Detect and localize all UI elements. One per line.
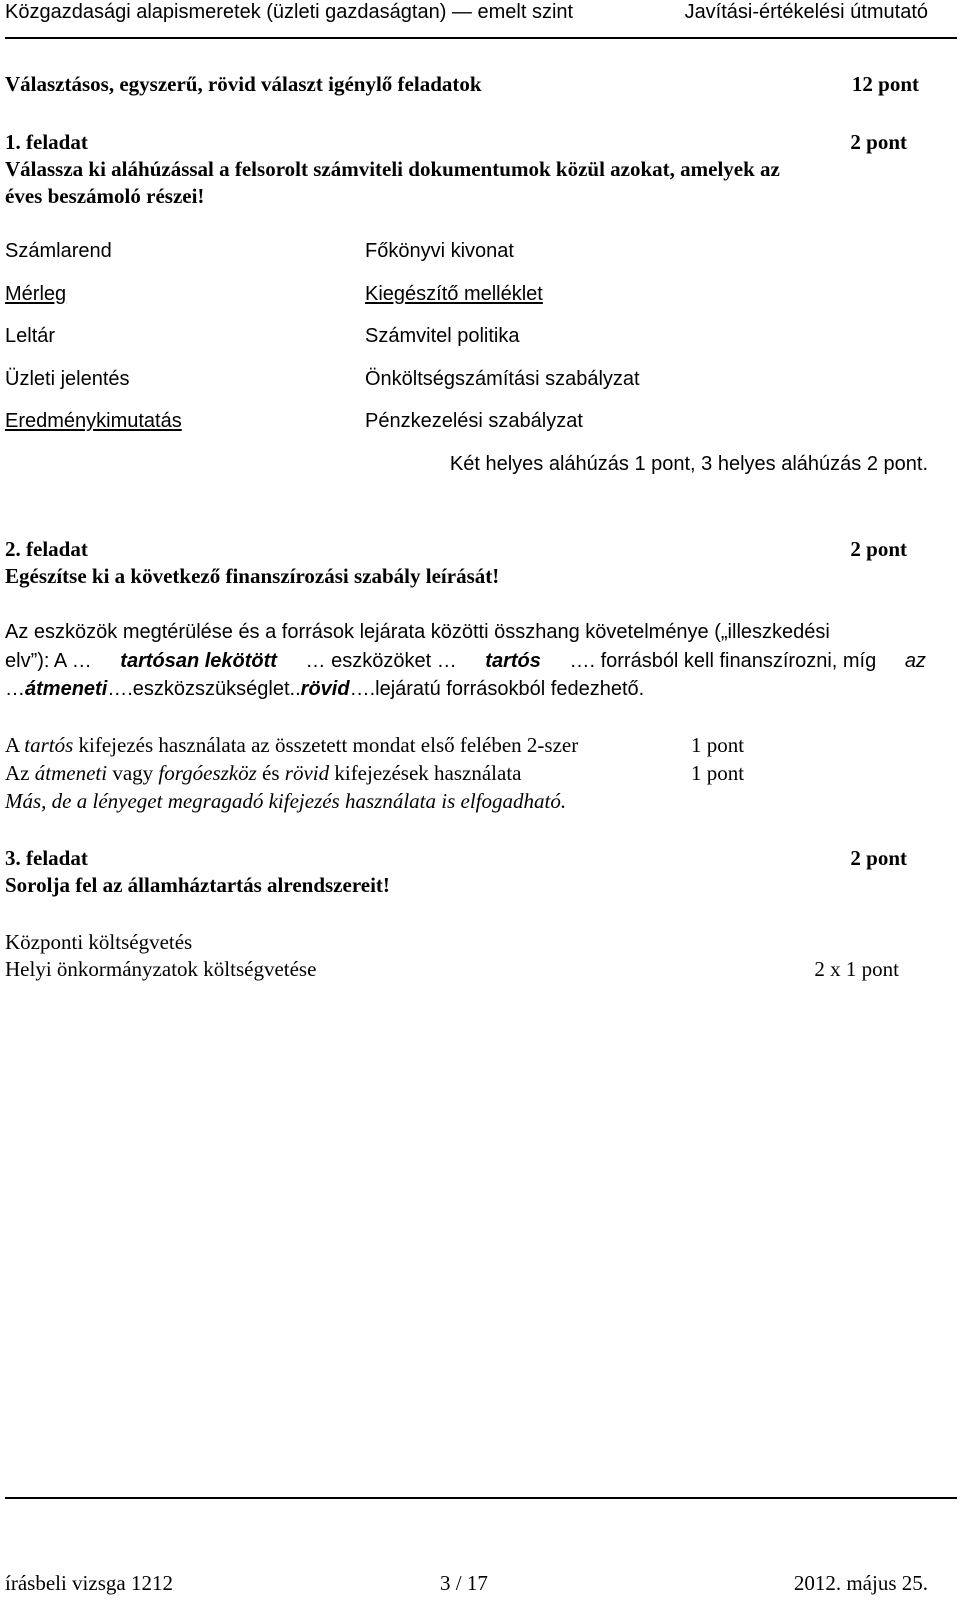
task2-score-line2 [5, 761, 522, 786]
text-run: ….lejáratú forrásokból fedezhető. [349, 678, 645, 700]
header-subtitle: Javítási-értékelési útmutató [684, 1, 928, 23]
text-run: … eszközöket … [305, 650, 457, 672]
text-run-italic: az [904, 650, 926, 672]
footer-rule [5, 1497, 957, 1499]
list-item: Főkönyvi kivonat [365, 240, 514, 262]
task2-number: 2. feladat [5, 537, 88, 561]
answer-keyword: tartósan lekötött [120, 650, 277, 672]
task3-number: 3. feladat [5, 846, 88, 870]
text-run-italic: átmeneti [34, 761, 108, 785]
task2-note: Más, de a lényeget megragadó kifejezés használata is elfogadható. [5, 789, 567, 813]
task2-score-line1 [5, 733, 578, 758]
header-title: Közgazdasági alapismeretek (üzleti gazdaságtan) — emelt szint [5, 1, 574, 23]
text-run: ….eszközszükséglet.. [107, 678, 301, 700]
text-run: kifejezés használata az összetett mondat első felében 2-szer [73, 733, 579, 757]
text-run-italic: tartós [24, 733, 74, 757]
list-item-underlined: Eredménykimutatás [5, 410, 182, 432]
footer-exam-id: írásbeli vizsga 1212 [5, 1571, 173, 1595]
header-rule [5, 37, 957, 39]
text-run: elv”): A … [5, 650, 92, 672]
task2-paragraph-line3 [5, 678, 644, 701]
text-run: kifejezések használata [329, 761, 522, 785]
answer-keyword: rövid [300, 678, 350, 700]
list-item: Önköltségszámítási szabályzat [365, 368, 640, 390]
list-item: Számlarend [5, 240, 112, 262]
task1-points: 2 pont [850, 130, 907, 154]
text-run-italic: forgóeszköz [158, 761, 257, 785]
task1-question-line1: Válassza ki aláhúzással a felsorolt számviteli dokumentumok közül azokat, amelyek az [5, 157, 780, 181]
text-run-italic: rövid [284, 761, 330, 785]
section-points: 12 pont [851, 72, 919, 96]
task1-scoring: Két helyes aláhúzás 1 pont, 3 helyes aláhúzás 2 pont. [449, 453, 928, 475]
list-item: Pénzkezelési szabályzat [365, 410, 583, 432]
task2-paragraph-line2 [5, 650, 926, 673]
answer-keyword: tartós [485, 650, 541, 672]
text-run: … [5, 678, 25, 700]
list-item: Leltár [5, 325, 56, 347]
task2-points: 2 pont [850, 537, 907, 561]
text-run: Az [5, 761, 35, 785]
task3-answer: Helyi önkormányzatok költségvetése [5, 957, 317, 981]
text-run: A [5, 733, 25, 757]
text-run: és [256, 761, 285, 785]
footer-date: 2012. május 25. [793, 1571, 928, 1595]
section-title: Választásos, egyszerű, rövid választ igénylő feladatok [5, 72, 482, 96]
task3-question: Sorolja fel az államháztartás alrendszereit! [5, 873, 390, 897]
task2-question: Egészítse ki a következő finanszírozási szabály leírását! [5, 564, 500, 588]
task3-answer: Központi költségvetés [5, 930, 193, 954]
task2-score-line2-points: 1 pont [691, 761, 745, 785]
list-item-underlined: Mérleg [5, 283, 67, 305]
page-number: 3 / 17 [440, 1571, 488, 1595]
task1-question-line2: éves beszámoló részei! [5, 184, 205, 208]
task2-score-line1-points: 1 pont [691, 733, 745, 757]
list-item-underlined: Kiegészítő melléklet [365, 283, 543, 305]
task1-number: 1. feladat [5, 130, 88, 154]
list-item: Számvitel politika [365, 325, 520, 347]
text-run: …. forrásból kell finanszírozni, míg [569, 650, 877, 672]
task3-answer-points: 2 x 1 pont [814, 957, 899, 981]
answer-keyword: átmeneti [25, 678, 108, 700]
task3-points: 2 pont [850, 846, 907, 870]
text-run: vagy [107, 761, 159, 785]
task2-paragraph-line1: Az eszközök megtérülése és a források lejárata közötti összhang követelménye („illeszkedési [5, 621, 830, 643]
list-item: Üzleti jelentés [5, 368, 130, 390]
